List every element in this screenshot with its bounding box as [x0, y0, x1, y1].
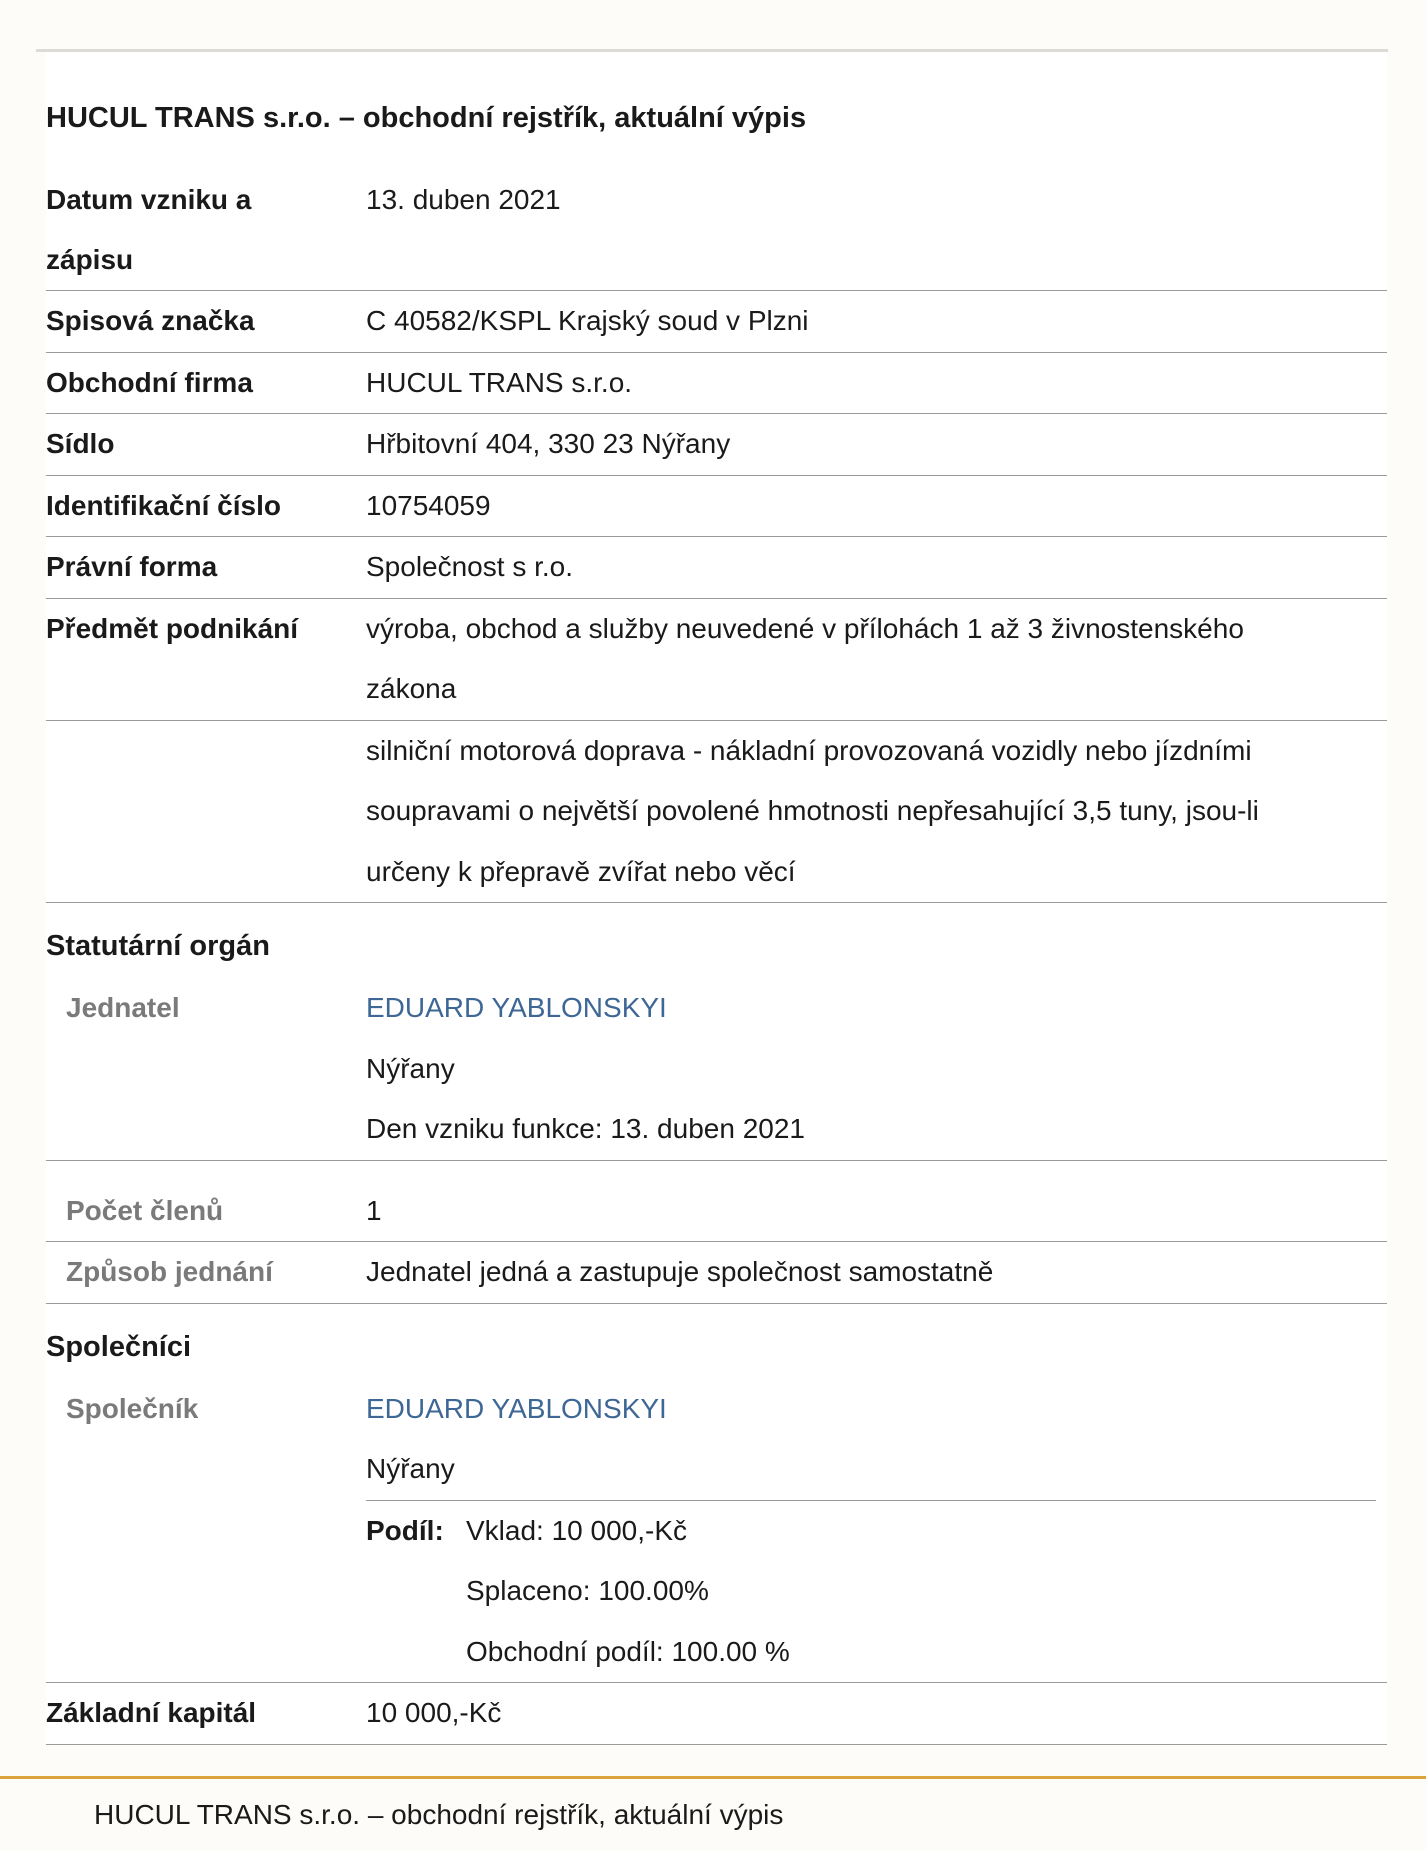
value-pocet-clenu: 1	[366, 1194, 382, 1226]
row-datum	[46, 170, 1387, 291]
page-title: HUCUL TRANS s.r.o. – obchodní rejstřík, aktuální výpis	[46, 102, 807, 134]
jednatel-since: Den vzniku funkce: 13. duben 2021	[366, 1113, 805, 1144]
row-pravni-forma	[46, 537, 1387, 599]
value-obchodni-firma: HUCUL TRANS s.r.o.	[366, 366, 633, 398]
label-obchodni-firma: Obchodní firma	[46, 366, 253, 398]
footer-title: HUCUL TRANS s.r.o. – obchodní rejstřík, aktuální výpis	[94, 1799, 784, 1830]
label-identifikacni-cislo: Identifikační číslo	[46, 489, 281, 521]
person-link-jednatel[interactable]: EDUARD YABLONSKYI	[366, 992, 667, 1023]
row-pocet-clenu	[46, 1161, 1387, 1243]
value-sidlo: Hřbitovní 404, 330 23 Nýřany	[366, 428, 731, 459]
row-zpusob-jednani	[46, 1242, 1387, 1304]
label-zpusob-jednani: Způsob jednání	[66, 1256, 273, 1287]
value-spolecnik	[366, 1379, 1387, 1683]
share-details	[466, 1501, 790, 1683]
label-empty	[46, 721, 366, 903]
share-box	[366, 1500, 1376, 1683]
label-predmet-podnikani: Předmět podnikání	[46, 612, 299, 644]
section-title-statutory: Statutární orgán	[46, 930, 270, 962]
label-pravni-forma: Právní forma	[46, 551, 218, 582]
row-obchodni-firma	[46, 353, 1387, 415]
share-label: Podíl:	[366, 1514, 444, 1546]
value-zpusob-jednani: Jednatel jedná a zastupuje společnost samostatně	[366, 1256, 994, 1287]
row-jednatel	[46, 978, 1387, 1161]
value-zakladni-kapital: 10 000,-Kč	[366, 1697, 502, 1728]
row-identifikacni-cislo	[46, 476, 1387, 538]
section-title-partners: Společníci	[46, 1330, 192, 1363]
footer-divider	[0, 1776, 1426, 1779]
share-vklad: Vklad: 10 000,-Kč	[466, 1514, 688, 1546]
row-sidlo	[46, 414, 1387, 476]
share-obchodni-podil: Obchodní podíl: 100.00 %	[466, 1635, 790, 1667]
row-zakladni-kapital	[46, 1683, 1387, 1745]
value-jednatel	[366, 978, 1387, 1160]
value-predmet-2: silniční motorová doprava - nákladní provozovaná vozidly nebo jízdními soupravami o největší povolené hmotnosti nepřesahující 3,5 tuny, jsou-li určeny k přepravě zvířat nebo věcí	[366, 734, 1259, 887]
person-link-spolecnik[interactable]: EDUARD YABLONSKYI	[366, 1392, 667, 1424]
label-jednatel: Jednatel	[66, 992, 180, 1023]
share-splaceno: Splaceno: 100.00%	[466, 1575, 709, 1606]
row-predmet-podnikani	[46, 599, 1387, 721]
label-spisova-znacka: Spisová značka	[46, 305, 255, 336]
value-pravni-forma: Společnost s r.o.	[366, 551, 574, 582]
row-spolecnik	[46, 1379, 1387, 1684]
row-predmet-podnikani-2	[46, 721, 1387, 904]
label-pocet-clenu: Počet členů	[66, 1194, 224, 1226]
row-spisova-znacka	[46, 291, 1387, 353]
label-sidlo: Sídlo	[46, 428, 115, 459]
label-spolecnik: Společník	[66, 1392, 199, 1424]
label-zakladni-kapital: Základní kapitál	[46, 1697, 257, 1728]
jednatel-city: Nýřany	[366, 1052, 455, 1084]
spolecnik-city: Nýřany	[366, 1453, 455, 1484]
value-spisova-znacka: C 40582/KSPL Krajský soud v Plzni	[366, 305, 809, 336]
label-datum: Datum vzniku a zápisu	[46, 184, 252, 275]
value-datum: 13. duben 2021	[366, 184, 561, 215]
register-extract	[46, 52, 1387, 1745]
value-predmet-1: výroba, obchod a služby neuvedené v přílohách 1 až 3 živnostenského zákona	[366, 612, 1244, 704]
value-identifikacni-cislo: 10754059	[366, 489, 491, 521]
